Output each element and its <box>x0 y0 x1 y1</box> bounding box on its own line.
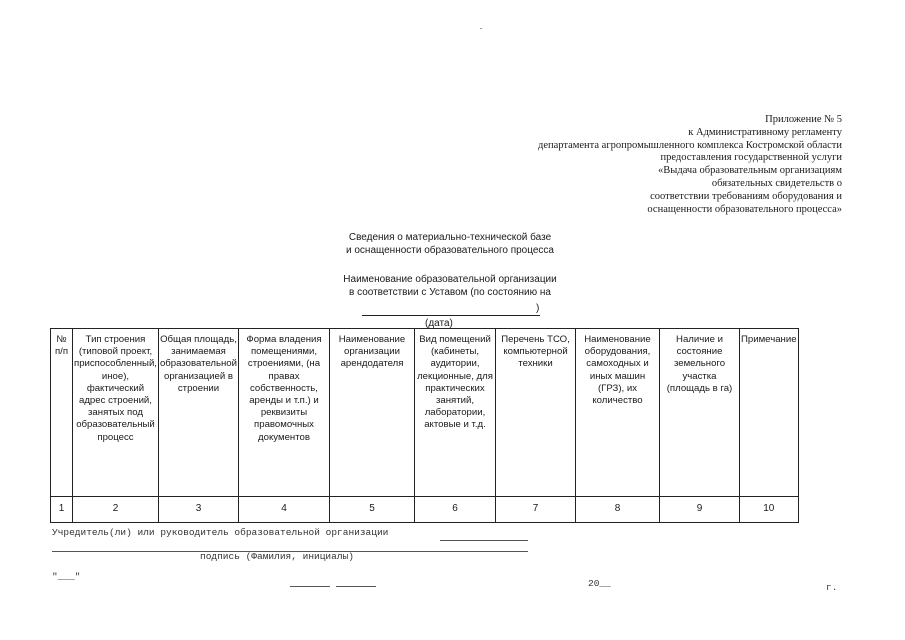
title-line: Сведения о материально-технической базе <box>348 232 552 243</box>
date-year-suffix: г. <box>826 582 838 593</box>
number-cell: 2 <box>73 497 159 523</box>
number-cell: 1 <box>51 497 73 523</box>
header-cell: Наличие и состояние земельного участка (площадь в га) <box>660 329 740 497</box>
appendix-line: оснащенности образовательного процесса» <box>647 203 842 215</box>
table-header-row <box>51 329 799 497</box>
signature-caption: подпись (Фамилия, инициалы) <box>200 551 354 562</box>
header-cell: Примечание <box>740 329 799 497</box>
header-cell: Вид помещений (кабинеты, аудитории, лекционные, для практических занятий, лаборатории, актовые и т.д. <box>415 329 496 497</box>
date-fill-line <box>362 315 540 316</box>
header-cell: Наименование организации арендодателя <box>330 329 415 497</box>
appendix-line: «Выдача образовательным организациям <box>658 165 842 177</box>
header-cell: Форма владения помещениями, строениями, (на правах собственность, аренды и т.п.) и реквизиты правомочных документов <box>239 329 330 497</box>
appendix-line: предоставления государственной услуги <box>660 152 842 164</box>
date-day-quote: "___" <box>52 571 81 582</box>
appendix-line: к Административному регламенту <box>688 126 842 138</box>
appendix-line: департамента агропромышленного комплекса Костромской области <box>537 139 842 151</box>
founder-label: Учредитель(ли) или руководитель образовательной организации <box>52 527 389 538</box>
document-title <box>300 231 600 257</box>
number-cell: 6 <box>415 497 496 523</box>
title-line: и оснащенности образовательного процесса <box>346 245 554 256</box>
header-cell: № п/п <box>51 329 73 497</box>
appendix-line: обязательных свидетельств о <box>711 177 842 189</box>
date-close-paren: ) <box>536 303 540 314</box>
date-month-line <box>336 586 376 587</box>
table-number-row <box>51 497 799 523</box>
founder-fill-line <box>440 540 528 541</box>
number-cell: 3 <box>158 497 238 523</box>
header-cell: Перечень ТСО, компьютерной техники <box>496 329 576 497</box>
organization-caption <box>300 273 600 299</box>
number-cell: 8 <box>576 497 660 523</box>
appendix-line: соответствии требованиям оборудования и <box>650 190 842 202</box>
header-cell: Общая площадь, занимаемая образовательной организацией в строении <box>158 329 238 497</box>
number-cell: 10 <box>740 497 799 523</box>
date-year: 20__ <box>588 578 611 589</box>
scan-speck <box>480 28 482 29</box>
header-cell: Тип строения (типовой проект, приспособленный, иное), фактический адрес строений, занятых под образовательный процесс <box>73 329 159 497</box>
number-cell: 7 <box>496 497 576 523</box>
appendix-block <box>422 114 842 216</box>
date-label: (дата) <box>425 318 453 329</box>
facilities-table <box>50 328 799 523</box>
number-cell: 4 <box>239 497 330 523</box>
org-line: в соответствии с Уставом (по состоянию на <box>348 287 551 298</box>
date-month-line <box>290 586 330 587</box>
number-cell: 5 <box>330 497 415 523</box>
org-line: Наименование образовательной организации <box>343 274 557 285</box>
number-cell: 9 <box>660 497 740 523</box>
header-cell: Наименование оборудования, самоходных и иных машин (ГРЗ), их количество <box>576 329 660 497</box>
appendix-line: Приложение № 5 <box>765 114 842 125</box>
